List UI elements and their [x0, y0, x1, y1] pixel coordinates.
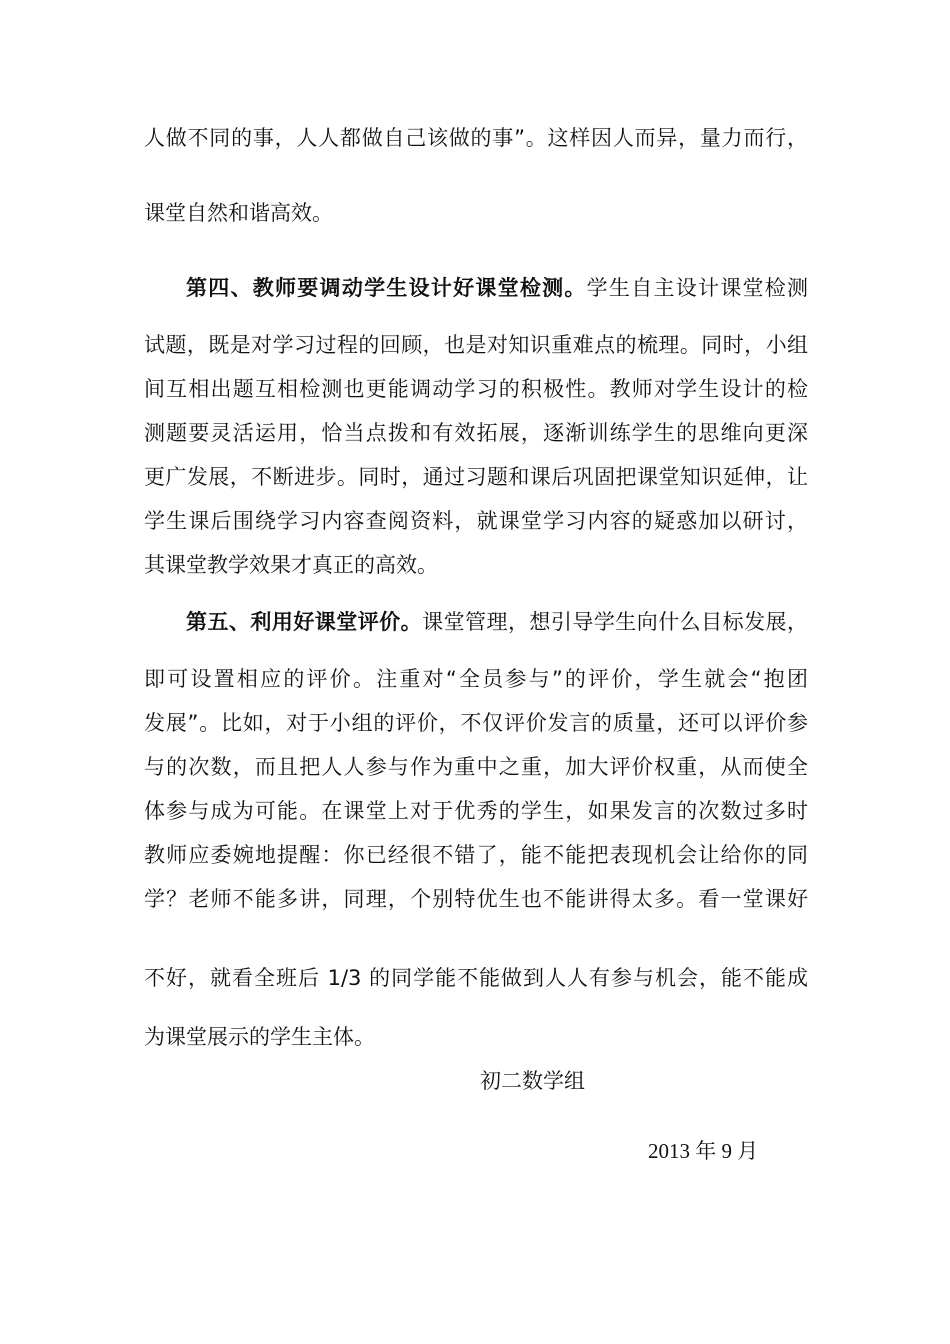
text-line: 其课堂教学效果才真正的高效。 [144, 553, 438, 577]
text-line: 学？老师不能多讲，同理，个别特优生也不能讲得太多。看一堂课好 [144, 887, 808, 911]
text-line: 与的次数，而且把人人参与作为重中之重，加大评价权重，从而使全 [144, 755, 808, 779]
section-4-text: 学生自主设计课堂检测 [586, 276, 809, 300]
section-5-heading: 第五、利用好课堂评价。 [186, 610, 423, 634]
text-line: 试题，既是对学习过程的回顾，也是对知识重难点的梳理。同时，小组 [144, 333, 808, 357]
text-line: 即可设置相应的评价。注重对“全员参与”的评价，学生就会“抱团 [144, 667, 808, 691]
text-line: 更广发展，不断进步。同时，通过习题和课后巩固把课堂知识延伸，让 [144, 465, 808, 489]
text-line: 间互相出题互相检测也更能调动学习的积极性。教师对学生设计的检 [144, 377, 808, 401]
text-line: 发展”。比如，对于小组的评价，不仅评价发言的质量，还可以评价参 [144, 711, 808, 735]
text-line: 体参与成为可能。在课堂上对于优秀的学生，如果发言的次数过多时 [144, 799, 808, 823]
text-line: 教师应委婉地提醒：你已经很不错了，能不能把表现机会让给你的同 [144, 843, 808, 867]
author-group: 初二数学组 [480, 1069, 585, 1093]
section-4-heading: 第四、教师要调动学生设计好课堂检测。 [186, 276, 587, 300]
section-5-text: 课堂管理，想引导学生向什么目标发展， [422, 610, 809, 634]
text-line: 不好，就看全班后 1/3 的同学能不能做到人人有参与机会，能不能成 [144, 966, 808, 990]
section-5-first-line [186, 607, 808, 637]
text-line: 为课堂展示的学生主体。 [144, 1025, 375, 1049]
text-line: 人做不同的事，人人都做自己该做的事”。这样因人而异，量力而行， [144, 126, 808, 150]
section-4-first-line [186, 273, 808, 303]
document-date: 2013 年 9 月 [648, 1139, 759, 1163]
text-line: 学生课后围绕学习内容查阅资料，就课堂学习内容的疑惑加以研讨， [144, 509, 808, 533]
text-line: 测题要灵活运用，恰当点拨和有效拓展，逐渐训练学生的思维向更深 [144, 421, 808, 445]
text-line: 课堂自然和谐高效。 [144, 201, 333, 225]
